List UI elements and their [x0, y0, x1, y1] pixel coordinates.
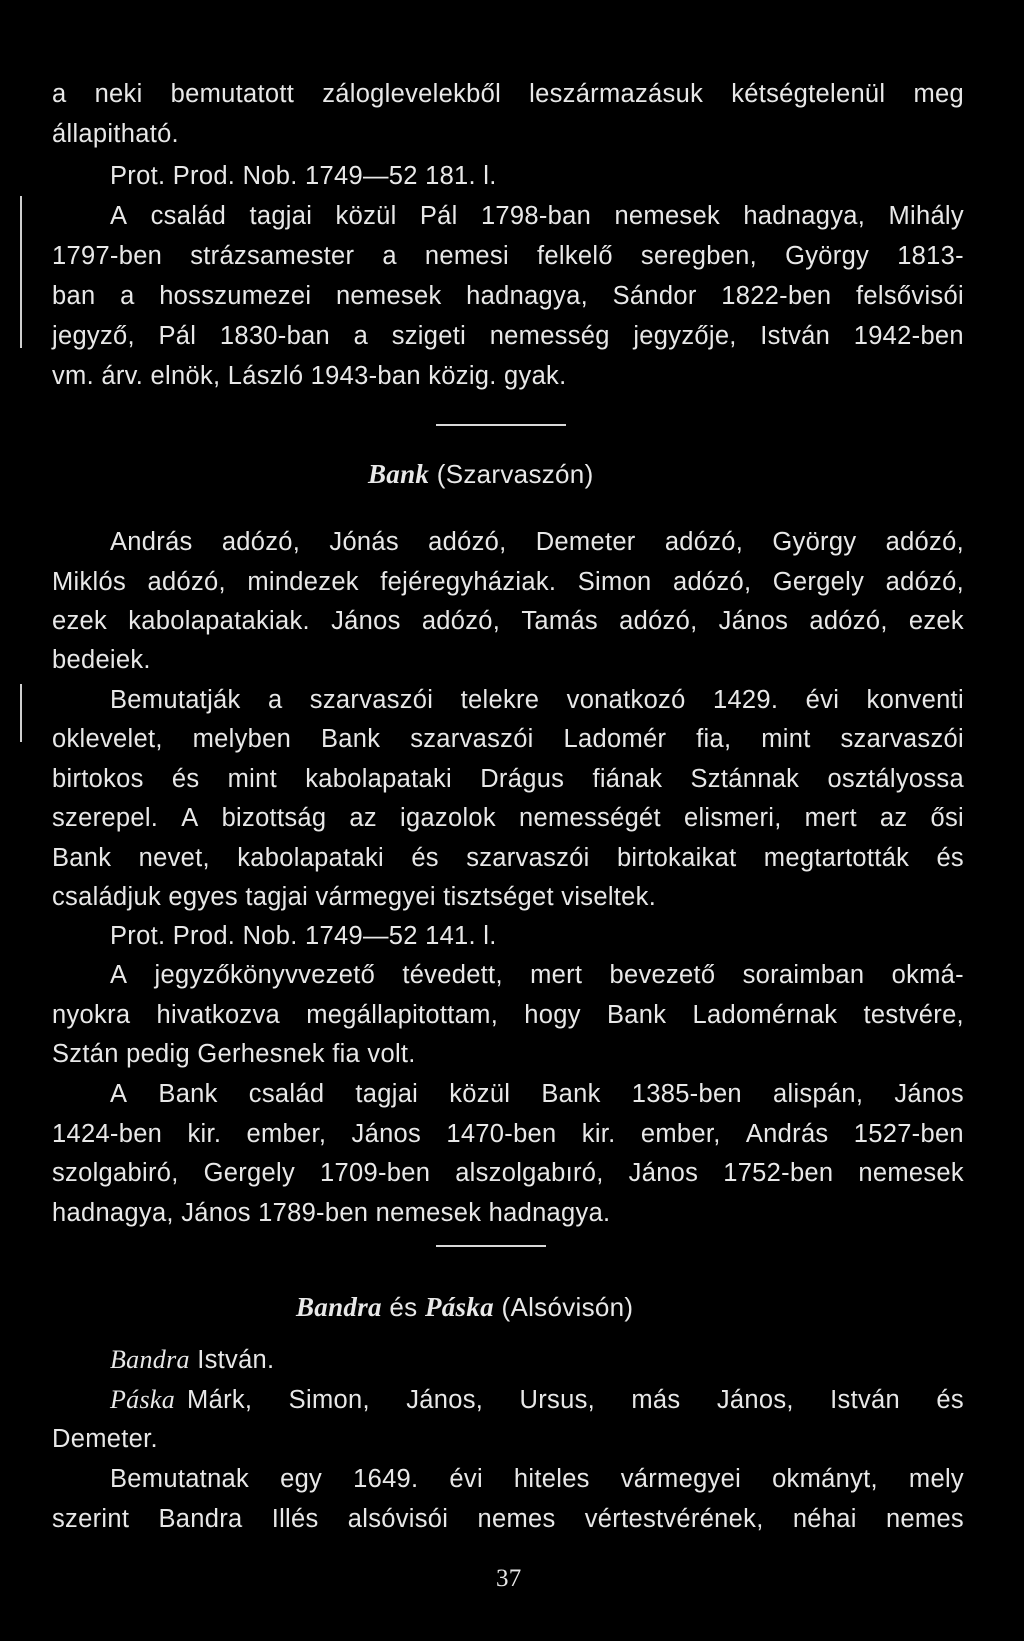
word: a: [120, 282, 135, 310]
word: soraimban: [742, 961, 865, 989]
word: kir.: [581, 1120, 616, 1148]
text-line: [52, 240, 964, 272]
word: vonatkozó: [566, 686, 686, 714]
word: János: [628, 1159, 699, 1187]
word: család: [150, 202, 227, 230]
word: tagjai: [249, 202, 313, 230]
text-line: [52, 1157, 964, 1189]
text-line: állapitható.: [52, 120, 179, 148]
member-line-paska: [110, 1384, 964, 1416]
word: szerint: [52, 1505, 130, 1533]
word: 1942-ben: [853, 322, 964, 350]
word: 1709-ben: [320, 1159, 431, 1187]
word: 1798-ban: [480, 202, 592, 230]
word: szarvaszói: [840, 725, 964, 753]
word: 1470-ben: [446, 1120, 557, 1148]
word: nevet,: [138, 844, 210, 872]
word: kétségtelenül: [731, 80, 886, 108]
word: 1822-ben: [721, 282, 832, 310]
word: szarvaszói: [466, 844, 590, 872]
word: Jónás: [329, 528, 399, 556]
word: és: [411, 844, 439, 872]
text-line: [110, 1078, 964, 1110]
word: család: [248, 1080, 325, 1108]
word: Drágus: [480, 765, 565, 793]
family-place: (Szarvaszón): [436, 459, 594, 489]
word: Bemutatják: [110, 686, 241, 714]
word: kabolapatakiak.: [128, 607, 310, 635]
word: kir.: [187, 1120, 222, 1148]
word: bemutatott: [170, 80, 295, 108]
word: jegyzőkönyvvezető: [154, 961, 376, 989]
word: szarvaszói: [309, 686, 434, 714]
text-line: Sztán pedig Gerhesnek fia volt.: [52, 1040, 416, 1068]
family-heading-bandra-paska: [296, 1290, 633, 1324]
word: 1813-: [897, 242, 964, 270]
word: Ladomérnak: [692, 1001, 838, 1029]
word: egy: [280, 1465, 323, 1493]
word: jegyző,: [52, 322, 135, 350]
text-line: [52, 605, 964, 637]
word: Sztánnak: [690, 765, 800, 793]
word: bizottság: [221, 804, 327, 832]
word: közül: [449, 1080, 511, 1108]
word: Demeter: [535, 528, 636, 556]
word: alszolgabıró,: [455, 1159, 604, 1187]
word: leszármazásuk: [529, 80, 704, 108]
word: hivatkozva: [156, 1001, 281, 1029]
word: János: [351, 1120, 422, 1148]
family-place: (Alsóvisón): [501, 1292, 634, 1322]
word: osztályossa: [827, 765, 964, 793]
text-line: [110, 684, 964, 716]
text-line: [110, 959, 964, 991]
word: alispán,: [773, 1080, 864, 1108]
word: András: [745, 1120, 829, 1148]
word: Ursus,: [519, 1386, 596, 1414]
word: Illés: [271, 1505, 319, 1533]
text-line: [52, 78, 964, 110]
word: bevezető: [609, 961, 716, 989]
word: István: [830, 1386, 900, 1414]
word: A: [110, 1080, 128, 1108]
word: Gergely: [203, 1159, 296, 1187]
word: Mihály: [888, 202, 964, 230]
word: nyokra: [52, 1001, 131, 1029]
word: hogy: [524, 1001, 581, 1029]
word: 1797-ben: [52, 242, 163, 270]
word: nemesség: [489, 322, 610, 350]
word: okmá-: [891, 961, 964, 989]
word: fejéregyháziak.: [380, 568, 557, 596]
word: tagjai: [355, 1080, 419, 1108]
family-name: Bandra: [110, 1345, 190, 1374]
word: konventi: [866, 686, 964, 714]
text-line: [52, 842, 964, 874]
family-name: Páska: [424, 1292, 494, 1322]
text-line: [110, 200, 964, 232]
word: neki: [94, 80, 143, 108]
word: a: [353, 322, 369, 350]
word: nemességét: [519, 804, 661, 832]
word: Bank: [541, 1080, 601, 1108]
word: Márk,: [187, 1386, 253, 1414]
word: 1385-ben: [631, 1080, 742, 1108]
margin-mark: [20, 684, 22, 742]
word: Ladomér: [563, 725, 667, 753]
section-divider: [436, 424, 566, 426]
word: az: [349, 804, 377, 832]
word: megállapitottam,: [306, 1001, 499, 1029]
word: György: [785, 242, 870, 270]
word: Sándor: [612, 282, 697, 310]
word: közül: [335, 202, 397, 230]
word: és: [936, 844, 964, 872]
word: és: [171, 765, 200, 793]
word: adózó,: [428, 528, 507, 556]
word: Bank: [320, 725, 381, 753]
word: vértestvérének,: [584, 1505, 764, 1533]
word: hadnagya,: [743, 202, 866, 230]
family-name: Páska: [110, 1385, 176, 1414]
word: adózó,: [885, 528, 964, 556]
conjunction: és: [389, 1292, 418, 1322]
text-line: [52, 723, 964, 755]
word: Gergely: [772, 568, 865, 596]
text-line: [52, 320, 964, 352]
word: István: [760, 322, 831, 350]
word: János,: [406, 1386, 484, 1414]
word: strázsamester: [190, 242, 355, 270]
word: Bank: [158, 1080, 218, 1108]
word: Miklós: [52, 568, 127, 596]
word: megtartották: [763, 844, 910, 872]
word: 1649.: [353, 1465, 419, 1493]
family-name: Bandra: [296, 1292, 382, 1322]
word: alsóvisói: [347, 1505, 449, 1533]
text-line: hadnagya, János 1789-ben nemesek hadnagya.: [52, 1199, 611, 1227]
word: adózó,: [421, 607, 501, 635]
reference-line: Prot. Prod. Nob. 1749—52 181. l.: [110, 162, 497, 190]
word: Bandra: [158, 1505, 243, 1533]
word: vármegyei: [620, 1465, 742, 1493]
text-line: [52, 999, 964, 1031]
text-line: bedeiek.: [52, 646, 151, 674]
word: nemesek: [335, 282, 442, 310]
word: János: [331, 607, 401, 635]
word: Pál: [419, 202, 458, 230]
word: Bank: [606, 1001, 667, 1029]
word: ember,: [640, 1120, 721, 1148]
word: 1830-ban: [219, 322, 331, 350]
word: testvére,: [863, 1001, 964, 1029]
word: kabolapataki: [237, 844, 385, 872]
word: okmányt,: [772, 1465, 878, 1493]
word: adózó,: [809, 607, 888, 635]
word: és: [936, 1386, 964, 1414]
word: A: [110, 961, 128, 989]
word: szolgabiró,: [52, 1159, 179, 1187]
word: hosszumezei: [159, 282, 312, 310]
word: adózó,: [619, 607, 698, 635]
word: szigeti: [391, 322, 467, 350]
word: 1752-ben: [723, 1159, 834, 1187]
word: nemesek: [614, 202, 721, 230]
word: mert: [804, 804, 857, 832]
word: Pál: [158, 322, 197, 350]
text-line: [52, 802, 964, 834]
page-number: 37: [496, 1565, 522, 1592]
section-divider: [436, 1245, 546, 1247]
word: seregben,: [640, 242, 758, 270]
word: János,: [716, 1386, 794, 1414]
word: György: [772, 528, 857, 556]
word: A: [181, 804, 199, 832]
word: néhai: [792, 1505, 857, 1533]
word: mert: [530, 961, 583, 989]
word: tévedett,: [402, 961, 503, 989]
word: mindezek: [247, 568, 359, 596]
word: melyben: [192, 725, 292, 753]
word: elismeri,: [683, 804, 782, 832]
word: János: [894, 1080, 964, 1108]
word: Simon,: [288, 1386, 370, 1414]
reference-line: Prot. Prod. Nob. 1749—52 141. l.: [110, 922, 497, 950]
word: nemes: [477, 1505, 556, 1533]
text-line: vm. árv. elnök, László 1943-ban közig. gyak.: [52, 362, 567, 390]
word: igazolok: [399, 804, 496, 832]
word: 1429.: [712, 686, 779, 714]
word: adózó,: [885, 568, 964, 596]
word: A: [110, 202, 128, 230]
word: évi: [449, 1465, 483, 1493]
word: nemesi: [424, 242, 509, 270]
word: a: [382, 242, 397, 270]
word: adózó,: [221, 528, 301, 556]
margin-mark: [20, 196, 22, 348]
word: 1424-ben: [52, 1120, 163, 1148]
word: hadnagya,: [466, 282, 588, 310]
text-line: [110, 1463, 964, 1495]
word: szerepel.: [52, 804, 159, 832]
word: a: [52, 80, 67, 108]
member-names: István.: [197, 1346, 275, 1374]
word: fiának: [592, 765, 663, 793]
text-line: családjuk egyes tagjai vármegyei tisztséget viseltek.: [52, 883, 657, 911]
word: András: [110, 528, 193, 556]
word: ban: [52, 282, 96, 310]
word: ezek: [52, 607, 108, 635]
word: hiteles: [513, 1465, 590, 1493]
word: felkelő: [537, 242, 613, 270]
word: felsővisói: [856, 282, 964, 310]
word: 1527-ben: [853, 1120, 964, 1148]
word: záloglevelekből: [322, 80, 502, 108]
word: ember,: [246, 1120, 327, 1148]
family-name: Bank: [368, 459, 430, 489]
word: Simon: [577, 568, 652, 596]
word: mint: [227, 765, 278, 793]
text-line: [52, 763, 964, 795]
word: a: [267, 686, 283, 714]
text-line: [52, 280, 964, 312]
word: Bemutatnak: [110, 1465, 250, 1493]
word: ősi: [930, 804, 964, 832]
word: mint: [761, 725, 811, 753]
text-line: [52, 566, 964, 598]
word: birtokos: [52, 765, 144, 793]
word: Tamás: [521, 607, 598, 635]
word: az: [879, 804, 908, 832]
word: szarvaszói: [410, 725, 534, 753]
word: más: [631, 1386, 681, 1414]
family-heading-bank: [368, 457, 594, 491]
word: ezek: [908, 607, 964, 635]
word: adózó,: [147, 568, 226, 596]
text-line: Demeter.: [52, 1425, 158, 1453]
word: nemesek: [858, 1159, 964, 1187]
member-line-bandra: [110, 1344, 274, 1376]
text-line: [52, 1118, 964, 1150]
word: birtokaikat: [616, 844, 737, 872]
word: János: [718, 607, 789, 635]
text-line: [52, 1503, 964, 1535]
word: fia,: [696, 725, 732, 753]
word: adózó,: [672, 568, 752, 596]
word: kabolapataki: [305, 765, 453, 793]
word: adózó,: [664, 528, 744, 556]
word: oklevelet,: [52, 725, 163, 753]
word: nemes: [885, 1505, 964, 1533]
word: meg: [913, 80, 964, 108]
word: Bank: [52, 844, 112, 872]
text-line: [110, 526, 964, 558]
word: mely: [908, 1465, 964, 1493]
member-names: [187, 1384, 964, 1416]
word: telekre: [460, 686, 540, 714]
word: évi: [805, 686, 840, 714]
word: jegyzője,: [633, 322, 737, 350]
